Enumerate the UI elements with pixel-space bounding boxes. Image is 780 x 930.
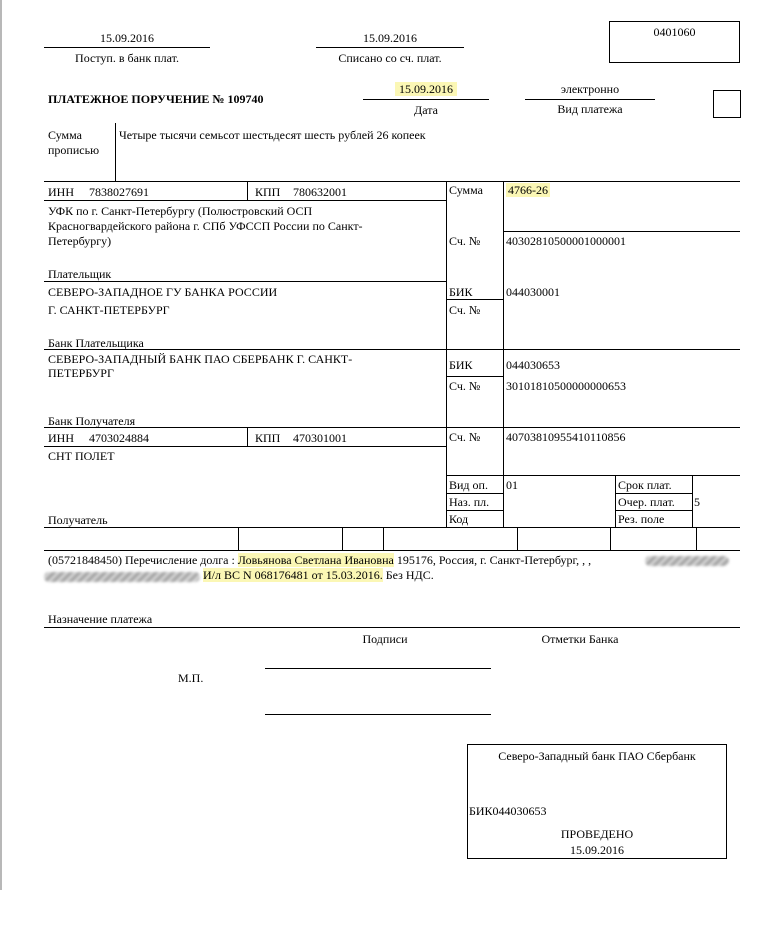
payer-account: 40302810500001000001 xyxy=(506,234,626,248)
signature-line-1 xyxy=(265,668,491,669)
payer-name-line-3: Петербургу) xyxy=(48,234,112,248)
payer-inn-label: ИНН xyxy=(48,185,74,199)
form-code-box xyxy=(609,21,740,63)
amount-words-value: Четыре тысячи семьсот шестьдесят шесть рублей 26 копеек xyxy=(119,128,426,142)
payer-account-label: Сч. № xyxy=(449,234,481,248)
payer-bank-name-line-2: Г. САНКТ-ПЕТЕРБУРГ xyxy=(48,303,170,317)
grid-label-col-left xyxy=(446,181,447,527)
grid-payer-bank-bottom xyxy=(44,349,740,350)
payer-name-line-1: УФК по г. Санкт-Петербургу (Полюстровский ОСП xyxy=(48,204,313,218)
purpose-prefix: (05721848450) Перечисление долга : xyxy=(48,553,238,567)
payee-kpp: 470301001 xyxy=(293,431,347,445)
payee-inn: 4703024884 xyxy=(89,431,149,445)
bank-stamp xyxy=(467,744,727,859)
purpose-line-1 xyxy=(48,553,591,567)
received-date-underline xyxy=(44,47,210,48)
rez-label: Рез. поле xyxy=(618,512,665,526)
grid-line-1 xyxy=(44,181,740,182)
grid-label-col-right xyxy=(503,181,504,527)
grid-inn-kpp-divider xyxy=(247,181,248,200)
tax-row-divider-1 xyxy=(238,527,239,550)
payer-kpp-label: КПП xyxy=(255,185,281,199)
payee-name: СНТ ПОЛЕТ xyxy=(48,449,115,463)
grid-payer-bottom xyxy=(44,281,446,282)
payer-inn: 7838027691 xyxy=(89,185,149,199)
payer-name-line-2: Красногвардейского района г. СПб УФССП России по Санкт- xyxy=(48,219,363,233)
payer-bank-account-label: Сч. № xyxy=(449,303,481,317)
kod-label: Код xyxy=(449,512,469,526)
amount-words-label-1: Сумма xyxy=(48,128,82,142)
purpose-label: Назначение платежа xyxy=(48,612,153,626)
grid-corr-bottom xyxy=(446,427,740,428)
grid-payee-inn-kpp-divider xyxy=(247,427,248,446)
bank-stamp-status: ПРОВЕДЕНО xyxy=(560,827,634,841)
purpose-bottom-line xyxy=(44,627,740,628)
debited-date: 15.09.2016 xyxy=(363,31,417,45)
document-date: 15.09.2016 xyxy=(395,82,457,96)
payer-bank-label: Банк Плательщика xyxy=(48,336,144,350)
bank-stamp-date: 15.09.2016 xyxy=(570,843,624,857)
grid-srok-col-right xyxy=(692,475,693,527)
grid-srok-bottom xyxy=(615,493,692,494)
grid-nazpl-bottom xyxy=(446,510,503,511)
grid-payee-acc-bottom xyxy=(446,475,740,476)
bank-stamp-bik: БИК044030653 xyxy=(469,804,547,818)
vid-op-value: 01 xyxy=(506,478,518,492)
naz-pl-label: Наз. пл. xyxy=(449,495,490,509)
payment-type: электронно xyxy=(560,82,620,96)
amount-words-label-2: прописью xyxy=(48,143,100,157)
purpose-document: И/л ВС N 068176481 от 15.03.2016. xyxy=(203,568,383,582)
payment-type-underline xyxy=(525,99,655,100)
signatures-label: Подписи xyxy=(362,632,408,646)
grid-payee-inn-bottom xyxy=(44,446,446,447)
purpose-address: 195176, Россия, г. Санкт-Петербург, , , xyxy=(393,553,592,567)
payee-bank-account-label: Сч. № xyxy=(449,379,481,393)
sum-value: 4766-26 xyxy=(508,183,548,197)
page-left-edge xyxy=(0,0,2,890)
payee-account-label: Сч. № xyxy=(449,430,481,444)
grid-line-inn-bottom xyxy=(44,200,446,201)
payer-bank-bik: 044030001 xyxy=(506,285,560,299)
payee-bank-label: Банк Получателя xyxy=(48,414,136,428)
bank-marks-label: Отметки Банка xyxy=(541,632,619,646)
grid-ocher-bottom xyxy=(615,510,692,511)
grid-srok-col-left xyxy=(615,475,616,527)
payee-bank-name-line-1: СЕВЕРО-ЗАПАДНЫЙ БАНК ПАО СБЕРБАНК Г. САНКТ- xyxy=(48,352,353,366)
tax-row-divider-2 xyxy=(342,527,343,550)
ocher-value: 5 xyxy=(694,495,700,509)
vid-op-label: Вид оп. xyxy=(449,478,488,492)
document-date-wrap xyxy=(363,82,489,96)
document-date-underline xyxy=(363,99,489,100)
payer-label: Плательщик xyxy=(48,267,112,281)
payee-bank-account: 30101810500000000653 xyxy=(506,379,626,393)
amount-words-divider xyxy=(115,123,116,181)
seal-label: М.П. xyxy=(178,671,204,685)
payee-bank-bik-label: БИК xyxy=(449,358,473,372)
payee-bank-name-line-2: ПЕТЕРБУРГ xyxy=(48,366,114,380)
tax-row-divider-4 xyxy=(517,527,518,550)
grid-tax-row-bottom xyxy=(44,550,740,551)
payer-bank-name-line-1: СЕВЕРО-ЗАПАДНОЕ ГУ БАНКА РОССИИ xyxy=(48,285,278,299)
grid-payee-bottom xyxy=(44,527,740,528)
payee-kpp-label: КПП xyxy=(255,431,281,445)
grid-bik-bottom-2 xyxy=(446,376,503,377)
document-title: ПЛАТЕЖНОЕ ПОРУЧЕНИЕ № 109740 xyxy=(48,92,264,106)
tax-row-divider-6 xyxy=(696,527,697,550)
payee-label: Получатель xyxy=(48,513,108,527)
signature-line-2 xyxy=(265,714,491,715)
purpose-line-2 xyxy=(203,568,434,582)
debited-date-underline xyxy=(316,47,464,48)
received-label: Поступ. в банк плат. xyxy=(75,51,179,65)
grid-bik-bottom-1 xyxy=(446,299,503,300)
received-date: 15.09.2016 xyxy=(100,31,154,45)
purpose-vat: Без НДС. xyxy=(382,568,434,582)
payer-kpp: 780632001 xyxy=(293,185,347,199)
sum-label: Сумма xyxy=(449,183,483,197)
document-date-label: Дата xyxy=(414,103,438,117)
payee-bank-bik: 044030653 xyxy=(506,358,560,372)
purpose-debtor-name: Ловьянова Светлана Ивановна xyxy=(237,553,394,567)
payee-inn-label: ИНН xyxy=(48,431,74,445)
redacted-address xyxy=(645,556,729,566)
srok-label: Срок плат. xyxy=(618,478,672,492)
payment-type-label: Вид платежа xyxy=(557,102,623,116)
grid-vidop-bottom xyxy=(446,493,503,494)
grid-sum-bottom xyxy=(503,231,740,232)
tax-row-divider-3 xyxy=(383,527,384,550)
payer-bank-bik-label: БИК xyxy=(449,285,473,299)
bank-stamp-name: Северо-Западный банк ПАО Сбербанк xyxy=(498,749,696,763)
ocher-label: Очер. плат. xyxy=(618,495,675,509)
tax-row-divider-5 xyxy=(610,527,611,550)
payment-check-box xyxy=(713,90,741,118)
redacted-address-2 xyxy=(44,572,200,582)
debited-label: Списано со сч. плат. xyxy=(338,51,442,65)
payee-account: 40703810955410110856 xyxy=(506,430,626,444)
form-code: 0401060 xyxy=(653,25,696,39)
